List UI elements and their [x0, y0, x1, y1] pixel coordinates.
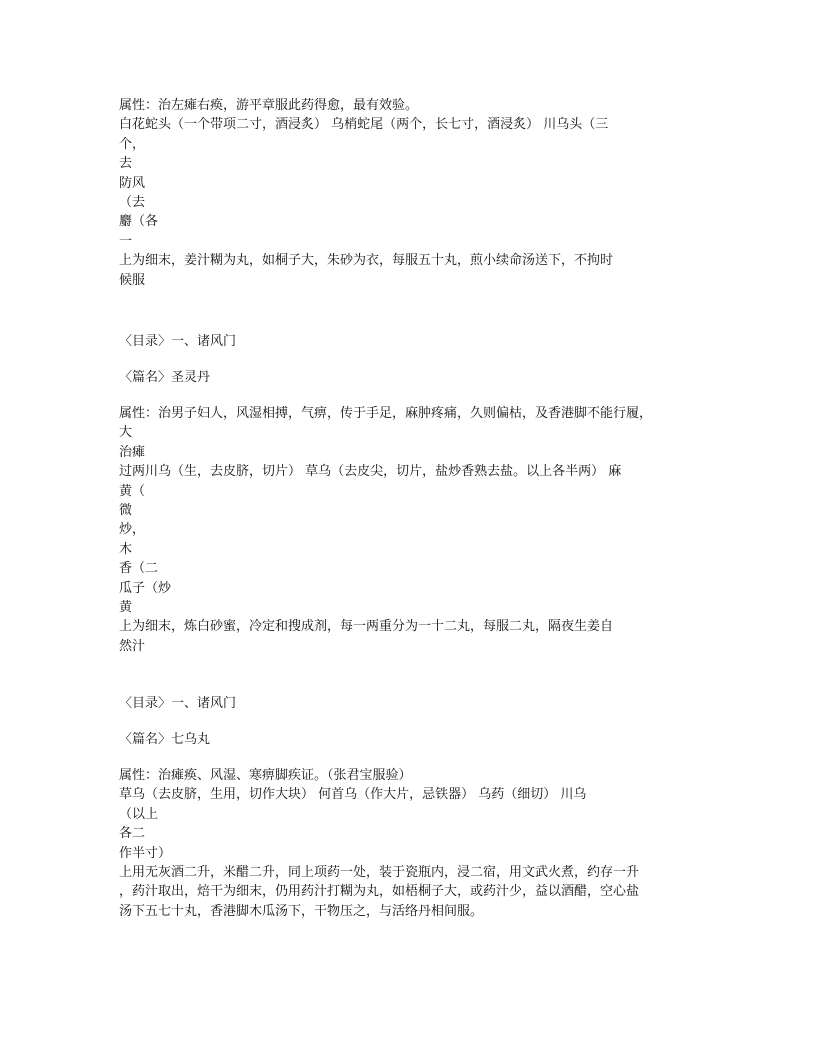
ingredient-line: 各二 — [119, 826, 146, 842]
section-2-title — [119, 368, 719, 387]
attribute-line: 属性：治瘫痪、风湿、寒痹脚疾证。（张君宝服验） — [119, 768, 412, 783]
ingredient-line: 作半寸） — [119, 845, 172, 861]
ingredient-line: 香（二 — [119, 561, 159, 577]
ingredient-line: 黄（ — [119, 483, 146, 499]
ingredient-line: 瓜子（炒 — [119, 580, 172, 596]
ingredient-line: 黄 — [119, 599, 133, 615]
section-1-body — [119, 96, 719, 290]
ingredient-line: （去 — [119, 194, 146, 210]
ingredient-line: 木 — [119, 541, 133, 557]
ingredient-line: 白花蛇头（一个带项二寸，酒浸炙） 乌梢蛇尾（两个，长七寸，酒浸炙） 川乌头（三 — [119, 117, 609, 133]
attribute-line: 治瘫 — [119, 444, 146, 460]
section-2-catalog — [119, 332, 719, 351]
method-line: 然汁 — [119, 638, 146, 654]
section-3-title — [119, 730, 719, 749]
method-line: 上为细末，炼白砂蜜，冷定和搜成剂，每一两重分为一十二丸，每服二丸，隔夜生姜自 — [119, 619, 614, 635]
attribute-line: 大 — [119, 425, 133, 441]
ingredient-line: 草乌（去皮脐，生用，切作大块） 何首乌（作大片，忌铁器） 乌药（细切） 川乌 — [119, 787, 587, 803]
recipe-title: 〈篇名〉七乌丸 — [119, 732, 211, 747]
method-line: 上用无灰酒二升，米醋二升，同上项药一处，装于瓷瓶内，浸二宿，用文武火煮，约存一升 — [119, 864, 640, 880]
recipe-title: 〈篇名〉圣灵丹 — [119, 370, 211, 385]
ingredient-line: 一 — [119, 233, 133, 249]
ingredient-line: 防风 — [119, 175, 146, 191]
ingredient-line: 麝（各 — [119, 214, 159, 230]
attribute-line: 属性：治左瘫右痪，游平章服此药得愈，最有效验。 — [119, 98, 419, 113]
ingredient-line: 过两川乌（生，去皮脐，切片） 草乌（去皮尖，切片，盐炒香熟去盐。以上各半两） 麻 — [119, 464, 622, 480]
attribute-line: 属性：治男子妇人，风湿相搏，气痹，传于手足，麻肿疼痛，久则偏枯，及香港脚不能行履， — [119, 406, 653, 421]
ingredient-line: （以上 — [119, 806, 159, 822]
method-line: ，药汁取出，焙干为细末，仍用药汁打糊为丸，如梧桐子大，或药汁少，益以酒醋，空心盐 — [119, 884, 640, 900]
catalog-heading: 〈目录〉一、诸风门 — [119, 696, 237, 711]
ingredient-line: 炒， — [119, 522, 146, 538]
catalog-heading: 〈目录〉一、诸风门 — [119, 334, 237, 349]
ingredient-line: 个， — [119, 136, 146, 152]
ingredient-line: 微 — [119, 502, 133, 518]
section-3-catalog — [119, 694, 719, 713]
method-line: 候服 — [119, 272, 146, 288]
ingredient-line: 去 — [119, 156, 133, 172]
section-2-body — [119, 404, 719, 656]
section-3-body — [119, 766, 719, 921]
method-line: 汤下五七十丸，香港脚木瓜汤下，干物压之，与活络丹相间服。 — [119, 903, 484, 919]
method-line: 上为细末，姜汁糊为丸，如桐子大，朱砂为衣，每服五十丸，煎小续命汤送下，不拘时 — [119, 253, 614, 269]
